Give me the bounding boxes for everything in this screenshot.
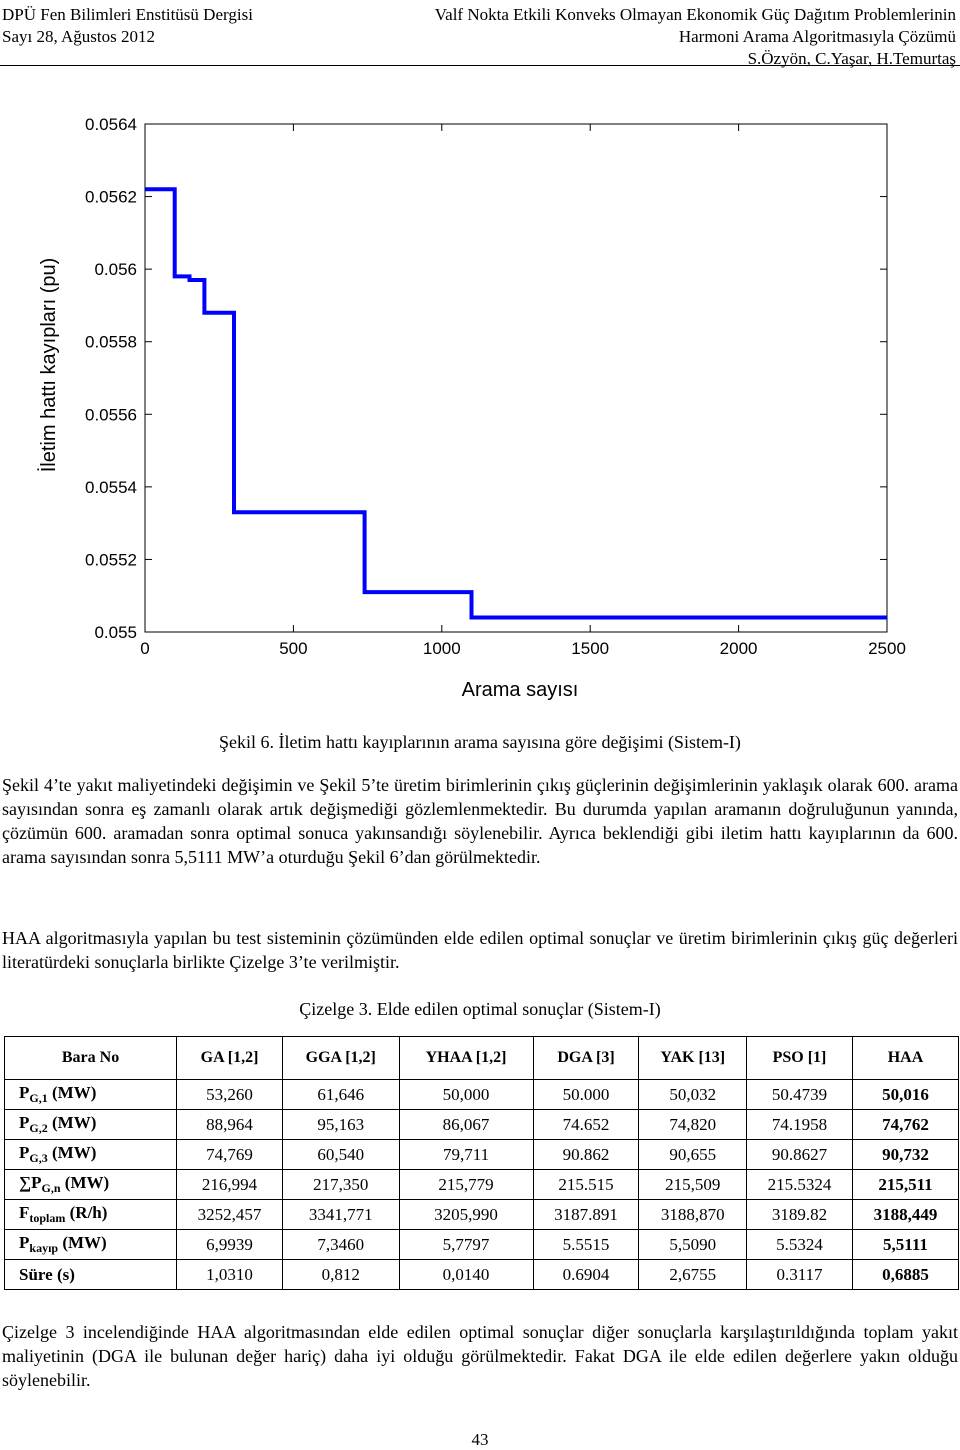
- table-cell: 90.8627: [747, 1140, 853, 1170]
- row-label-part: P: [19, 1143, 30, 1162]
- table-cell: 215,509: [639, 1170, 747, 1200]
- table-header-cell: PSO [1]: [747, 1037, 853, 1080]
- y-axis-label: İletim hattı kayıpları (pu): [38, 257, 60, 473]
- table-cell: 0,0140: [399, 1260, 533, 1290]
- table-header-row: [5, 1037, 959, 1080]
- table-cell: 3189.82: [747, 1200, 853, 1230]
- paragraph-2: HAA algoritmasıyla yapılan bu test sisteminin çözümünden elde edilen optimal sonuçlar ve üretim birimlerinin çıkış güç değerleri literatürdeki sonuçlarla birlikte Çizelge 3’te verilmiştir.: [2, 928, 958, 972]
- row-label-part: (R/h): [65, 1203, 108, 1222]
- chart-svg: [0, 100, 960, 710]
- table-cell: 86,067: [399, 1110, 533, 1140]
- table-header-cell: DGA [3]: [533, 1037, 639, 1080]
- page-number: 43: [471, 1430, 489, 1449]
- row-label: [5, 1170, 177, 1200]
- table-cell: 50,000: [399, 1080, 533, 1110]
- journal-issue: Sayı 28, Ağustos 2012: [2, 27, 156, 46]
- row-label-part: P: [19, 1233, 30, 1252]
- plot-frame: [145, 124, 887, 632]
- row-label-part: (MW): [60, 1173, 110, 1192]
- table-cell: 1,0310: [177, 1260, 283, 1290]
- table-header-cell: YHAA [1,2]: [399, 1037, 533, 1080]
- loss-convergence-line: [145, 189, 887, 617]
- y-tick-label: 0.0562: [85, 187, 137, 207]
- table-cell: 3188,449: [852, 1200, 958, 1230]
- table-cell: 3205,990: [399, 1200, 533, 1230]
- results-table: [4, 1036, 959, 1290]
- table-cell: 60,540: [283, 1140, 400, 1170]
- row-label-part: G,n: [41, 1181, 61, 1195]
- journal-info: [2, 4, 253, 48]
- article-info: [435, 4, 956, 70]
- table-header-cell: GGA [1,2]: [283, 1037, 400, 1080]
- table-cell: 5.5324: [747, 1230, 853, 1260]
- paragraph-1: Şekil 4’te yakıt maliyetindeki değişimin ve Şekil 5’te üretim birimlerinin çıkış güçlerinin değişimlerinin yaklaşık olarak 600. arama sayısından sonra eş zamanlı olarak artık değişmediği gözlemlenmektedir. Bu durumda yapılan aramanın doğruluğunun yanında, çözümün 600. aramadan sonra optimal sonuca yakınsandığı söylenebilir. Ayrıca beklendiği gibi iletim hattı kayıplarının da 600. arama sayısından sonra 5,5111 MW’a oturduğu Şekil 6’dan görülmektedir.: [2, 775, 958, 867]
- article-authors: S.Özyön, C.Yaşar, H.Temurtaş: [747, 49, 956, 68]
- table-row: [5, 1260, 959, 1290]
- row-label-part: (MW): [58, 1233, 107, 1252]
- table-header-cell: Bara No: [5, 1037, 177, 1080]
- table-cell: 74,769: [177, 1140, 283, 1170]
- x-tick-label: 2000: [719, 639, 758, 658]
- row-label-part: toplam: [29, 1211, 66, 1225]
- table-row: [5, 1230, 959, 1260]
- table-cell: 5,5111: [852, 1230, 958, 1260]
- x-tick-label: 1000: [422, 639, 461, 658]
- table-body: [5, 1080, 959, 1290]
- table-cell: 3188,870: [639, 1200, 747, 1230]
- series-lines: [145, 189, 887, 617]
- table-cell: 2,6755: [639, 1260, 747, 1290]
- y-tick-label: 0.056: [94, 260, 137, 280]
- row-label-part: Süre (s): [19, 1264, 75, 1284]
- table-cell: 50.000: [533, 1080, 639, 1110]
- journal-name: DPÜ Fen Bilimleri Enstitüsü Dergisi: [2, 5, 253, 24]
- table-row: [5, 1170, 959, 1200]
- table-header-cell: HAA: [852, 1037, 958, 1080]
- y-tick-label: 0.0564: [85, 115, 137, 134]
- y-tick-label: 0.0556: [85, 405, 137, 425]
- table-cell: 79,711: [399, 1140, 533, 1170]
- table-cell: 74,762: [852, 1110, 958, 1140]
- y-tick-label: 0.055: [94, 623, 137, 642]
- plot-border: [145, 124, 887, 632]
- figure-6-chart: [0, 100, 960, 710]
- table-row: [5, 1110, 959, 1140]
- table-cell: 90,732: [852, 1140, 958, 1170]
- table-header-cell: GA [1,2]: [177, 1037, 283, 1080]
- y-tick-labels: [85, 115, 137, 642]
- row-label: [5, 1200, 177, 1230]
- table-cell: 95,163: [283, 1110, 400, 1140]
- table-cell: 217,350: [283, 1170, 400, 1200]
- row-label-part: ∑: [19, 1173, 32, 1192]
- paragraph-3: Çizelge 3 incelendiğinde HAA algoritmasından elde edilen optimal sonuçlar diğer sonuçlarla karşılaştırıldığında toplam yakıt maliyetinin (DGA ile bulunan değer hariç) daha iyi olduğu görülmektedir. Fakat DGA ile elde edilen değerlere yakın olduğu söylenebilir.: [2, 1322, 958, 1390]
- table-cell: 50,032: [639, 1080, 747, 1110]
- table-row: [5, 1200, 959, 1230]
- table-cell: 74,820: [639, 1110, 747, 1140]
- row-label: [5, 1140, 177, 1170]
- table-caption: Çizelge 3. Elde edilen optimal sonuçlar (Sistem-I): [299, 999, 661, 1019]
- table-cell: 3252,457: [177, 1200, 283, 1230]
- table-cell: 50.4739: [747, 1080, 853, 1110]
- x-tick-label: 1500: [571, 639, 610, 658]
- row-label: [5, 1080, 177, 1110]
- table-header-cell: YAK [13]: [639, 1037, 747, 1080]
- table-cell: 7,3460: [283, 1230, 400, 1260]
- x-tick-label: 2500: [868, 639, 906, 658]
- row-label-part: P: [19, 1113, 30, 1132]
- page-header: [0, 0, 960, 66]
- row-label: [5, 1110, 177, 1140]
- article-title-line1: Valf Nokta Etkili Konveks Olmayan Ekonomik Güç Dağıtım Problemlerinin: [434, 5, 956, 24]
- row-label-part: kayıp: [29, 1241, 59, 1255]
- table-row: [5, 1080, 959, 1110]
- table-cell: 5,7797: [399, 1230, 533, 1260]
- row-label-part: G,2: [29, 1121, 48, 1135]
- table-cell: 5.5515: [533, 1230, 639, 1260]
- y-tick-label: 0.0552: [85, 550, 137, 570]
- article-title-line2: Harmoni Arama Algoritmasıyla Çözümü: [678, 27, 956, 46]
- row-label-part: F: [19, 1203, 30, 1222]
- row-label: [5, 1260, 177, 1290]
- y-tick-label: 0.0554: [85, 477, 137, 497]
- axis-ticks: [145, 124, 887, 632]
- x-tick-label: 0: [140, 639, 150, 658]
- table-cell: 0,6885: [852, 1260, 958, 1290]
- table-cell: 5,5090: [639, 1230, 747, 1260]
- table-cell: 53,260: [177, 1080, 283, 1110]
- x-axis-label: Arama sayısı: [461, 679, 579, 701]
- row-label-part: P: [31, 1173, 42, 1192]
- header-rule: [0, 65, 960, 66]
- row-label: [5, 1230, 177, 1260]
- table-cell: 74.1958: [747, 1110, 853, 1140]
- figure-caption: Şekil 6. İletim hattı kayıplarının arama sayısına göre değişimi (Sistem-I): [219, 732, 741, 752]
- table-cell: 215.5324: [747, 1170, 853, 1200]
- table-cell: 0,812: [283, 1260, 400, 1290]
- table-cell: 216,994: [177, 1170, 283, 1200]
- table-cell: 88,964: [177, 1110, 283, 1140]
- table-cell: 3187.891: [533, 1200, 639, 1230]
- row-label-part: G,1: [29, 1091, 48, 1105]
- table-cell: 215,779: [399, 1170, 533, 1200]
- table-cell: 215,511: [852, 1170, 958, 1200]
- table-cell: 90,655: [639, 1140, 747, 1170]
- row-label-part: P: [19, 1083, 30, 1102]
- table-cell: 74.652: [533, 1110, 639, 1140]
- x-tick-label: 500: [279, 639, 308, 658]
- row-label-part: G,3: [29, 1151, 48, 1165]
- table-cell: 61,646: [283, 1080, 400, 1110]
- table-cell: 50,016: [852, 1080, 958, 1110]
- y-tick-label: 0.0558: [85, 332, 137, 352]
- table-cell: 0.6904: [533, 1260, 639, 1290]
- table-row: [5, 1140, 959, 1170]
- row-label-part: (MW): [47, 1143, 97, 1162]
- table-cell: 215.515: [533, 1170, 639, 1200]
- table-cell: 0.3117: [747, 1260, 853, 1290]
- row-label-part: (MW): [47, 1113, 97, 1132]
- row-label-part: (MW): [47, 1083, 97, 1102]
- table-cell: 6,9939: [177, 1230, 283, 1260]
- table-cell: 3341,771: [283, 1200, 400, 1230]
- x-tick-labels: [140, 639, 906, 658]
- table-cell: 90.862: [533, 1140, 639, 1170]
